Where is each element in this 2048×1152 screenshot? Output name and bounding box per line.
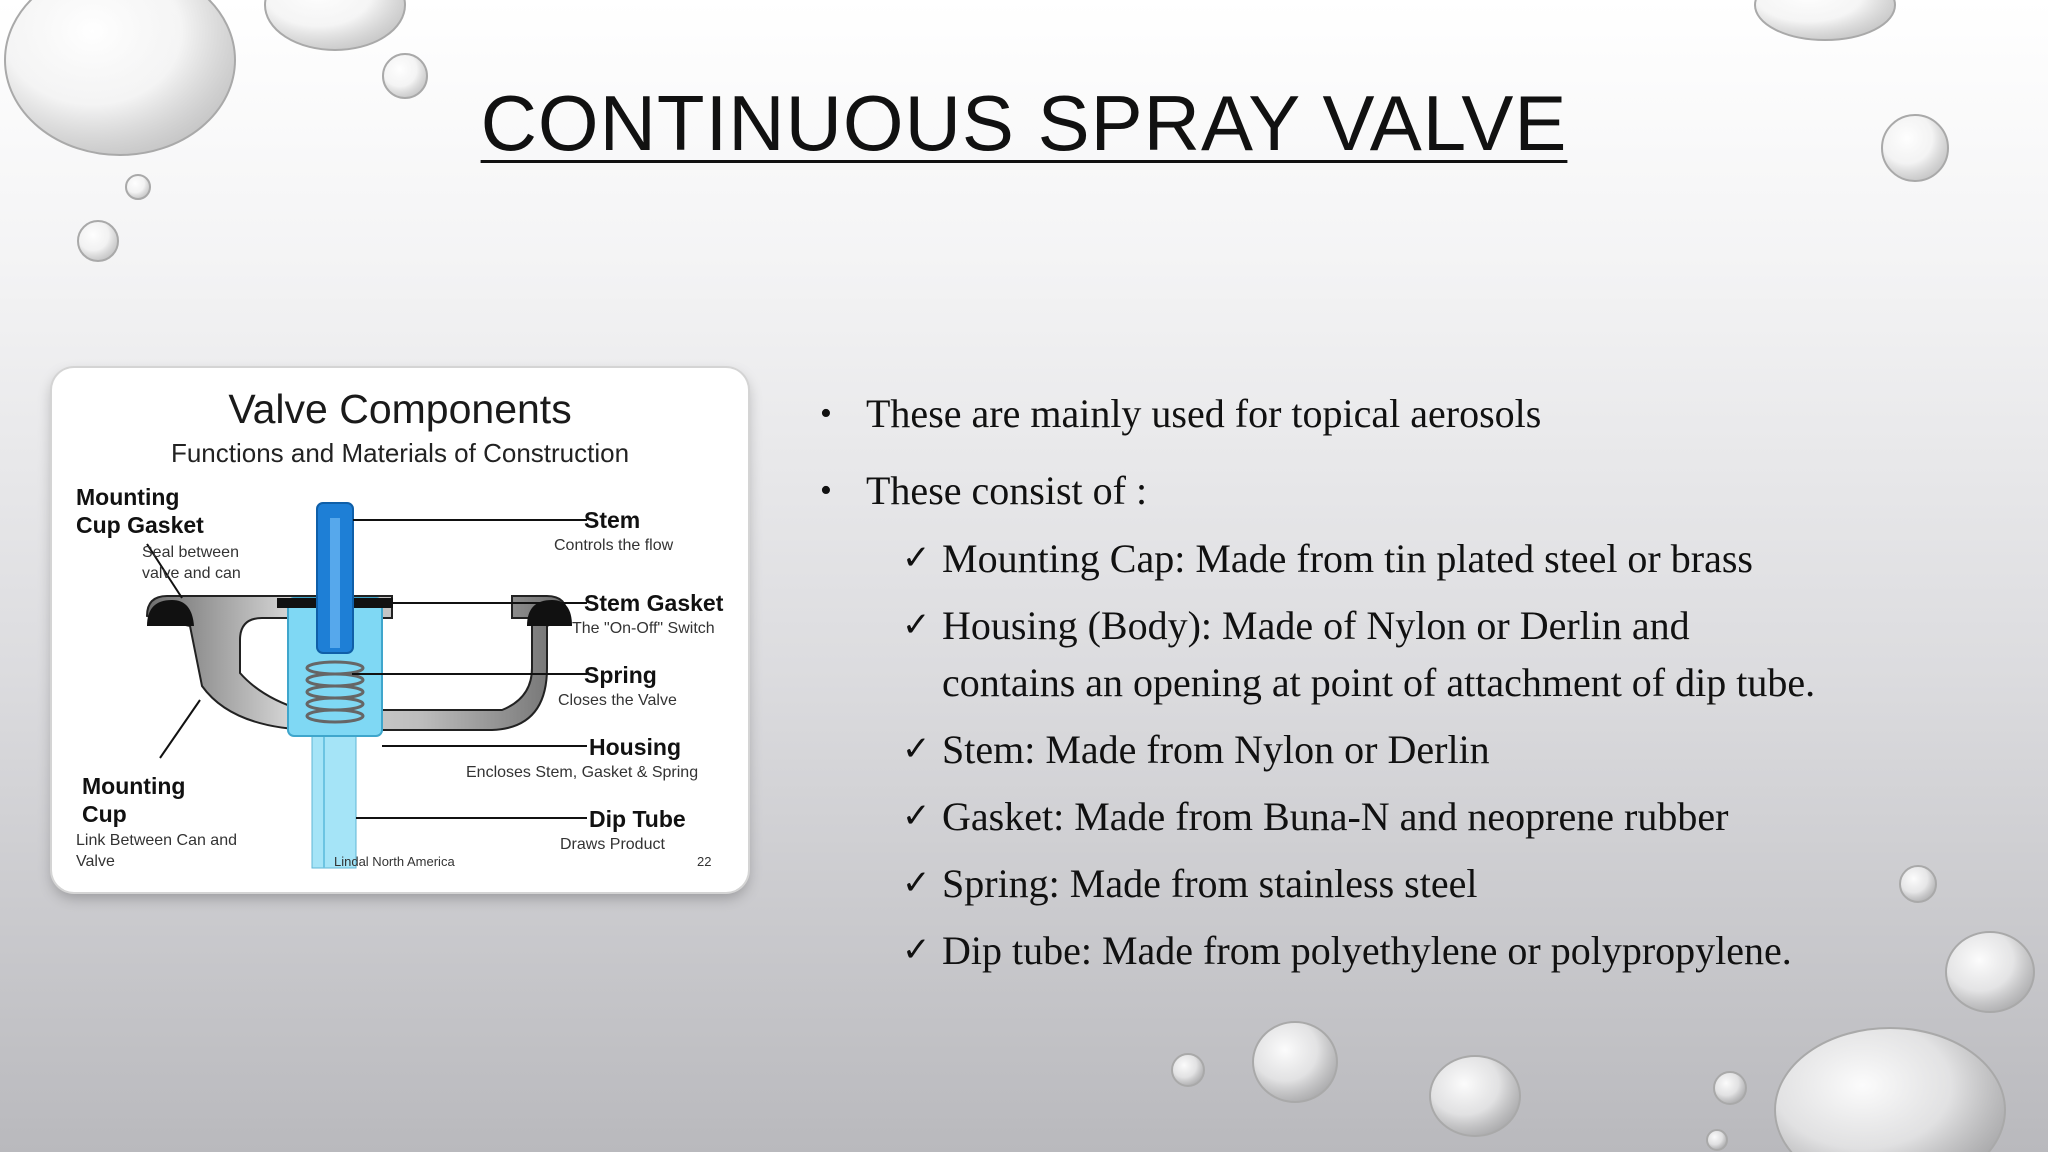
label-mounting-cup-gasket-line1: Mounting <box>76 484 180 510</box>
bullet-dot: • <box>820 472 832 509</box>
sub-bullet-text: Stem: Made from Nylon or Derlin <box>942 727 1490 772</box>
bullet-text: These are mainly used for topical aerosols <box>866 391 1542 436</box>
desc-spring: Closes the Valve <box>558 692 677 709</box>
label-stem-gasket: Stem Gasket <box>584 590 724 616</box>
checkmark-icon: ✓ <box>902 930 931 970</box>
sub-bullet-text: contains an opening at point of attachment of dip tube. <box>942 660 1816 705</box>
sub-bullet-text: Dip tube: Made from polyethylene or polypropylene. <box>942 928 1792 973</box>
desc-mounting-cup-gasket-line1: Seal between <box>142 544 239 561</box>
valve-components-diagram <box>52 368 748 892</box>
desc-stem-gasket: The "On-Off" Switch <box>572 620 715 637</box>
checkmark-icon: ✓ <box>902 729 931 769</box>
checkmark-icon: ✓ <box>902 796 931 836</box>
label-housing: Housing <box>589 734 681 760</box>
bullet-text: These consist of : <box>866 468 1148 513</box>
sub-bullet-text: Housing (Body): Made of Nylon or Derlin and <box>942 603 1690 648</box>
label-mounting-cup-gasket-line2: Cup Gasket <box>76 512 204 538</box>
desc-stem: Controls the flow <box>554 537 674 554</box>
diagram-credit: Lindal North America <box>334 854 455 869</box>
sub-bullet-text: Gasket: Made from Buna-N and neoprene rubber <box>942 794 1729 839</box>
checkmark-icon: ✓ <box>902 605 931 645</box>
label-spring: Spring <box>584 662 657 688</box>
desc-mounting-cup-gasket-line2: valve and can <box>142 565 241 582</box>
sub-bullet-text: Mounting Cap: Made from tin plated steel or brass <box>942 536 1753 581</box>
label-dip-tube: Dip Tube <box>589 806 686 832</box>
desc-mounting-cup-line1: Link Between Can and <box>76 832 237 849</box>
diagram-title: Valve Components <box>228 386 572 432</box>
sub-bullet-text: Spring: Made from stainless steel <box>942 861 1478 906</box>
bullet-dot: • <box>820 395 832 432</box>
diagram-subtitle: Functions and Materials of Construction <box>170 438 630 468</box>
desc-housing: Encloses Stem, Gasket & Spring <box>466 764 699 781</box>
label-mounting-cup-line1: Mounting <box>82 773 186 799</box>
diagram-page-number: 22 <box>697 854 712 869</box>
label-mounting-cup-line2: Cup <box>82 801 127 827</box>
label-stem: Stem <box>584 507 641 533</box>
slide-title: CONTINUOUS SPRAY VALVE <box>480 79 1568 167</box>
desc-mounting-cup-line2: Valve <box>76 853 115 870</box>
checkmark-icon: ✓ <box>902 538 931 578</box>
checkmark-icon: ✓ <box>902 863 931 903</box>
desc-dip-tube: Draws Product <box>560 836 665 853</box>
